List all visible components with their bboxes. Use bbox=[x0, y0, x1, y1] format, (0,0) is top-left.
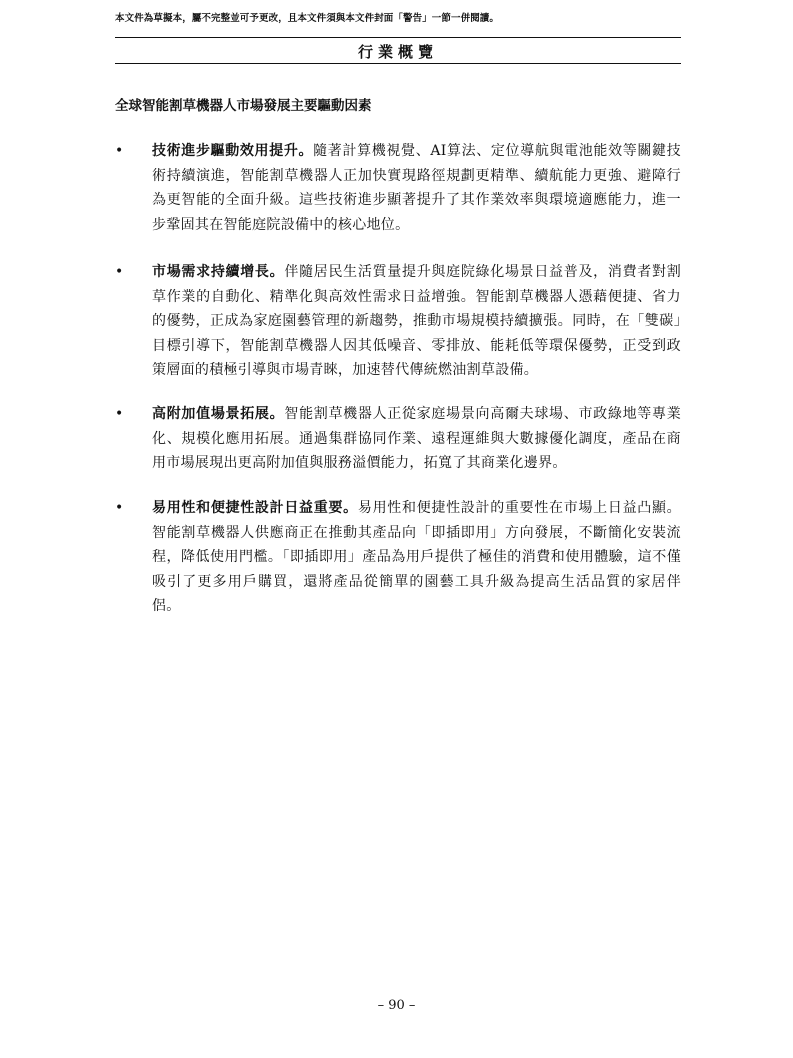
bullet-text: 伴隨居民生活質量提升與庭院綠化場景日益普及，消費者對割草作業的自動化、精準化與高效性需求日益增強。智能割草機器人憑藉便捷、省力的優勢，正成為家庭園藝管理的新趨勢，推動市場規模持續擴張。同時，在「雙碳」目標引導下，智能割草機器人因其低噪音、零排放、能耗低等環保優勢，正受到政策層面的積極引導與市場青睞，加速替代傳統燃油割草設備。 bbox=[152, 264, 681, 378]
draft-disclaimer: 本文件為草擬本，屬不完整並可予更改，且本文件須與本文件封面「警告」一節一併閱讀。 bbox=[115, 13, 500, 24]
bullet-text: 易用性和便捷性設計的重要性在市場上日益凸顯。智能割草機器人供應商正在推動其產品向「即插即用」方向發展，不斷簡化安裝流程，降低使用門檻。「即插即用」產品為用戶提供了極佳的消費和使用體驗，這不僅吸引了更多用戶購買，還將產品從簡單的園藝工具升級為提高生活品質的家居伴侶。 bbox=[152, 500, 681, 614]
bullet-paragraph bbox=[152, 402, 681, 476]
bullet-dot: • bbox=[115, 143, 124, 159]
bullet-text: 智能割草機器人正從家庭場景向高爾夫球場、市政綠地等專業化、規模化應用拓展。通過集群協同作業、遠程運維與大數據優化調度，產品在商用市場展現出更高附加值與服務溢價能力，拓寬了其商業化邊界。 bbox=[152, 406, 681, 471]
bullet-lead: 技術進步驅動效用提升。 bbox=[152, 143, 314, 159]
bullet-paragraph bbox=[152, 139, 681, 237]
subheading: 全球智能割草機器人市場發展主要驅動因素 bbox=[115, 98, 372, 114]
bullet-paragraph bbox=[152, 260, 681, 383]
header-bottom-rule bbox=[115, 63, 681, 64]
bullet-lead: 高附加值場景拓展。 bbox=[152, 406, 285, 422]
bullet-item bbox=[115, 260, 681, 383]
section-title: 行業概覽 bbox=[357, 43, 438, 61]
page-number: – 90 – bbox=[377, 998, 416, 1013]
bullet-text: 隨著計算機視覺、AI算法、定位導航與電池能效等關鍵技術持續演進，智能割草機器人正加快實現路徑規劃更精準、續航能力更強、避障行為更智能的全面升級。這些技術進步顯著提升了其作業效率與環境適應能力，進一步鞏固其在智能庭院設備中的核心地位。 bbox=[152, 143, 681, 233]
bullet-lead: 市場需求持續增長。 bbox=[152, 264, 285, 280]
header-top-rule bbox=[115, 37, 681, 38]
bullet-dot: • bbox=[115, 406, 124, 422]
bullet-dot: • bbox=[115, 264, 124, 280]
bullet-paragraph bbox=[152, 496, 681, 619]
bullet-item bbox=[115, 139, 681, 237]
bullet-item bbox=[115, 496, 681, 619]
bullet-dot: • bbox=[115, 500, 124, 516]
bullet-lead: 易用性和便捷性設計日益重要。 bbox=[152, 500, 358, 516]
bullet-item bbox=[115, 402, 681, 476]
